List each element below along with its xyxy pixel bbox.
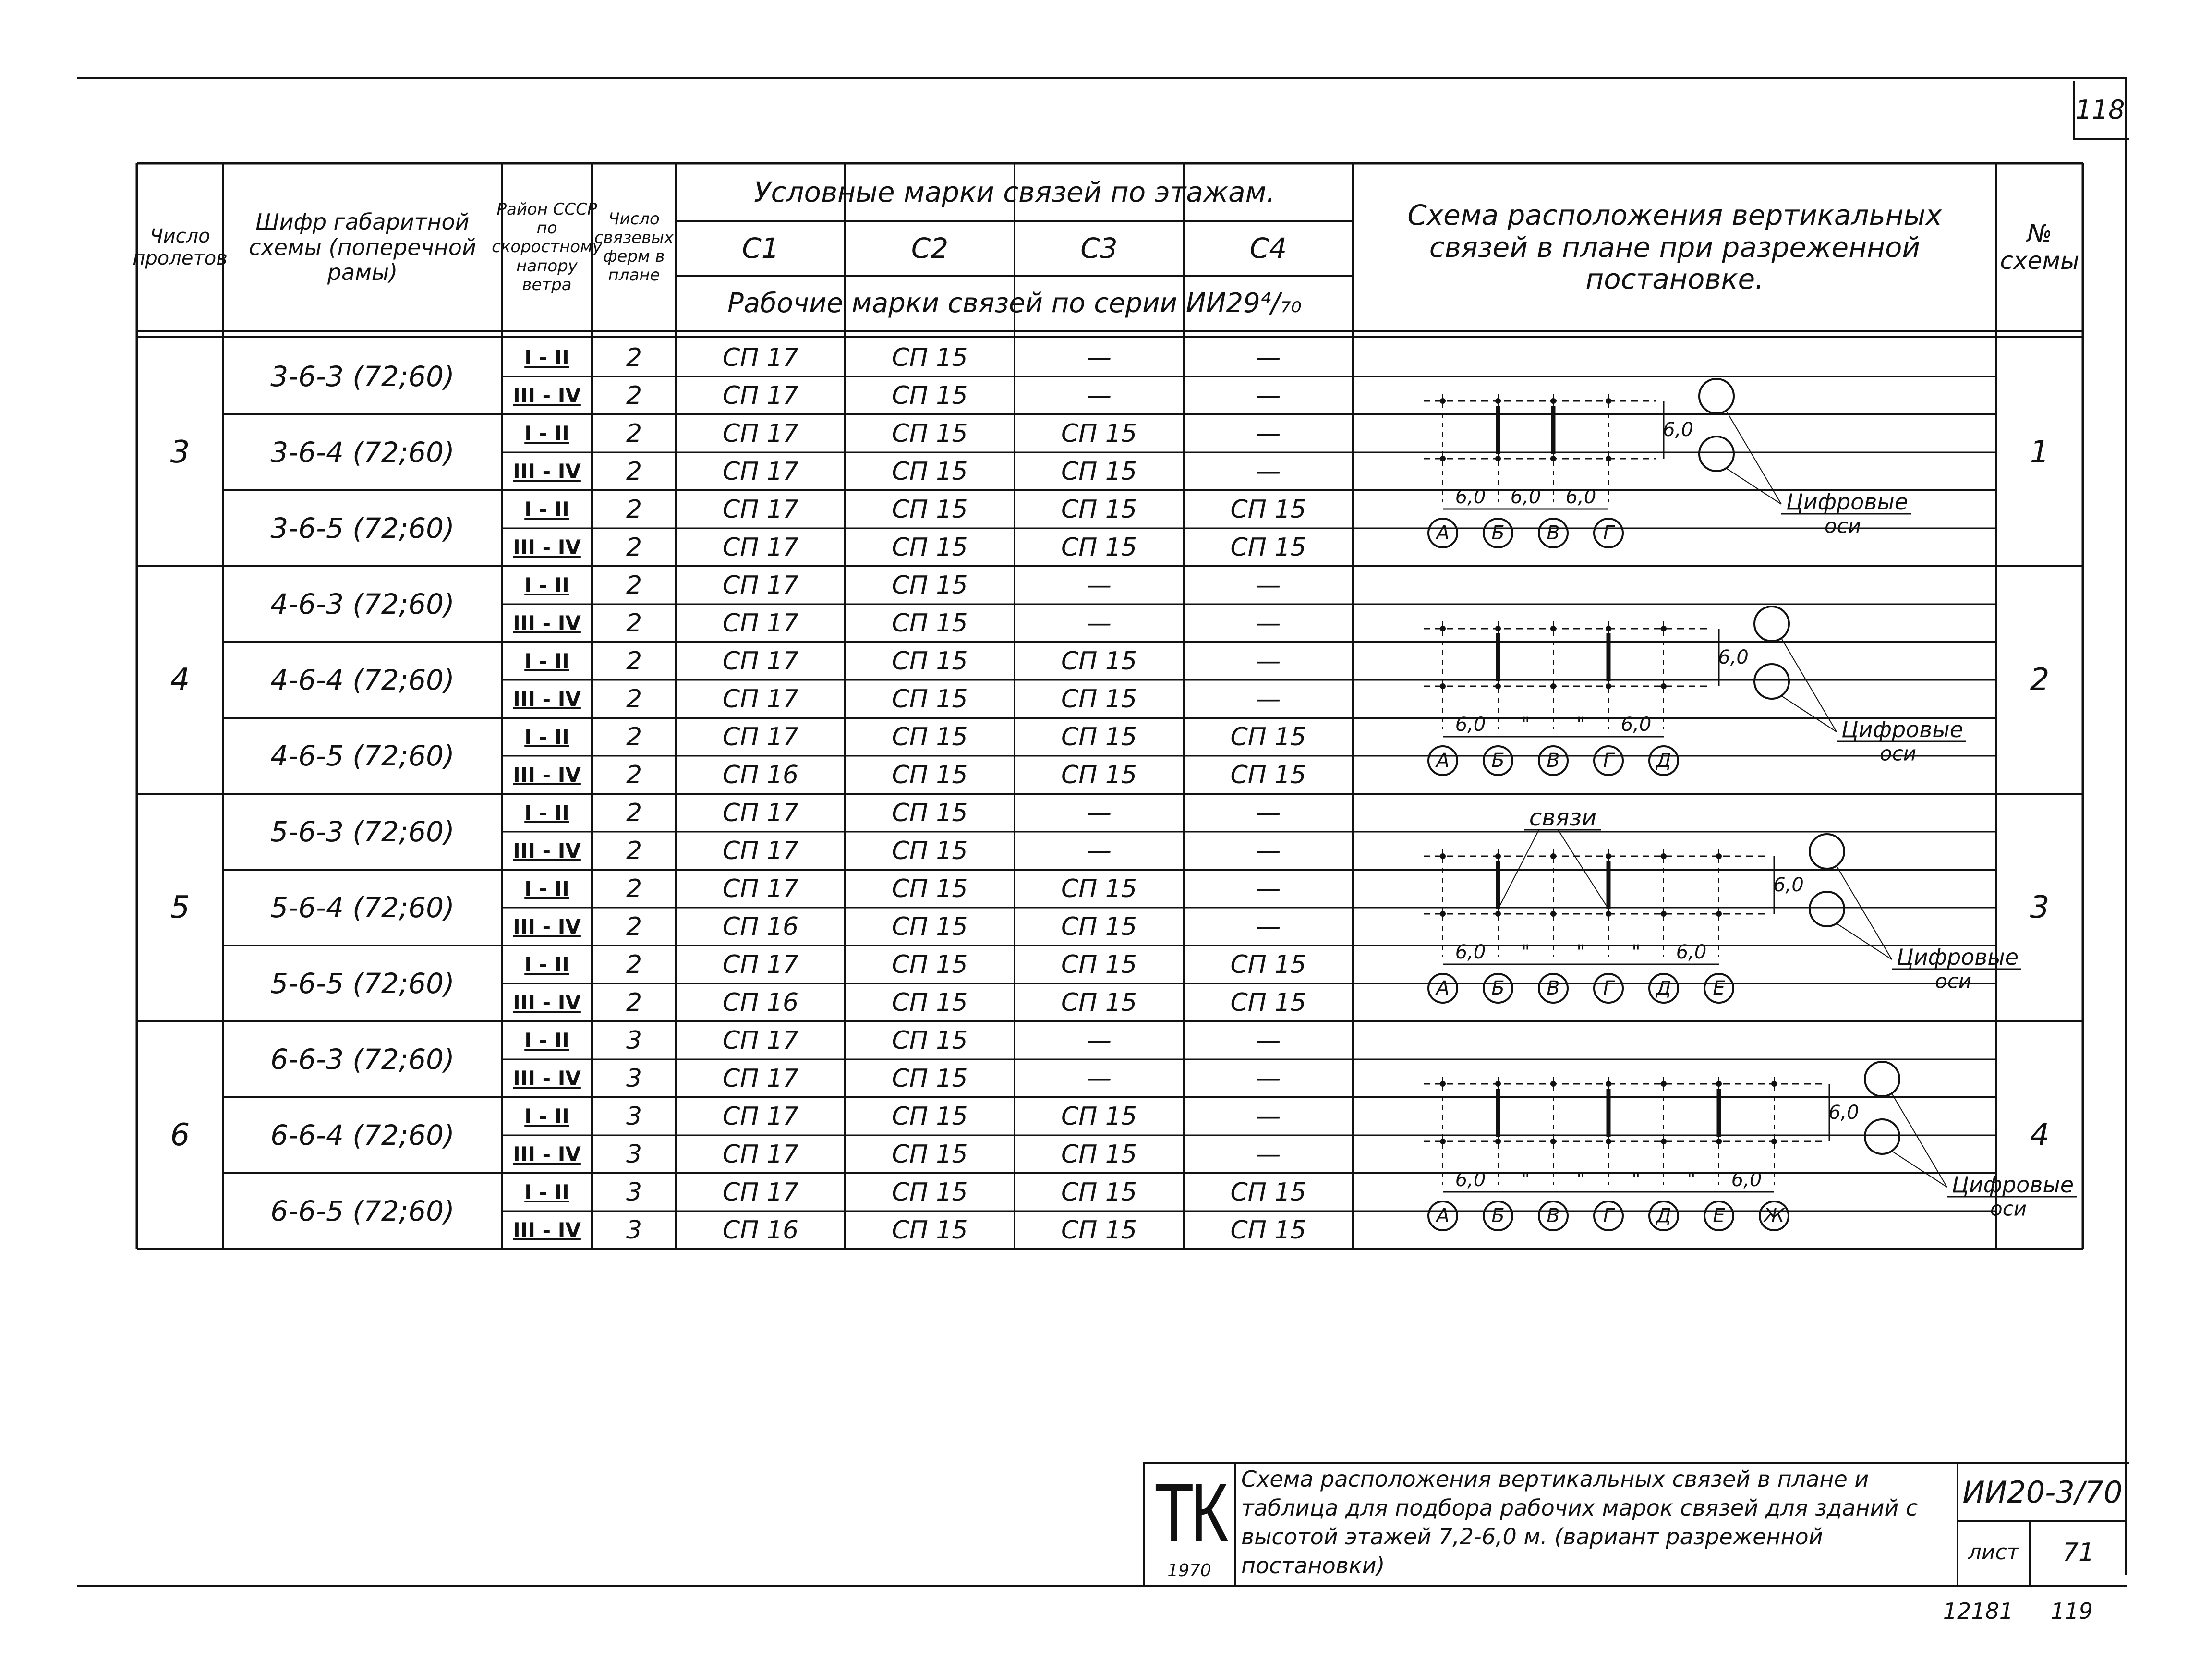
column-dot [1495, 456, 1501, 461]
column-dot [1661, 1139, 1667, 1144]
truss-count: 3 [626, 1102, 642, 1131]
column-dot [1440, 456, 1446, 461]
brace-mark-c3: — [1087, 836, 1112, 865]
column-dot [1716, 1081, 1722, 1087]
header-floor-3: С3 [1080, 232, 1118, 265]
sheet-number: 71 [2062, 1538, 2095, 1567]
brace-mark-c4: СП 15 [1230, 533, 1306, 562]
brace-mark-c1: СП 17 [722, 722, 799, 752]
brace-mark-c2: СП 15 [892, 1177, 968, 1207]
dimension-label: " [1632, 1169, 1641, 1191]
digital-axes-label-2: оси [1935, 969, 1972, 993]
axis-label: Е [1713, 1205, 1725, 1227]
axis-label: В [1547, 977, 1560, 999]
wind-region: I - II [524, 877, 569, 900]
header-scheme-number: № схемы [2000, 219, 2079, 275]
brace-mark-c3: — [1087, 343, 1112, 372]
sheet-label: лист [1968, 1540, 2019, 1565]
brace-mark-c2: СП 15 [892, 381, 968, 410]
header-floor-2: С2 [911, 232, 949, 265]
brace-mark-c4: СП 15 [1230, 988, 1306, 1017]
title-description: Схема расположения вертикальных связей в плане и таблица для подбора рабочих марок связей для зданий с высотой этажей 7,2-6,0 м. (вариант разреженной постановки) [1241, 1466, 1918, 1578]
column-dot [1661, 1081, 1667, 1087]
brace-mark-c3: СП 15 [1061, 874, 1137, 903]
brace-mark-c2: СП 15 [892, 533, 968, 562]
title-block-divider-3 [1957, 1520, 2127, 1522]
brace-mark-c3: СП 15 [1061, 1215, 1137, 1245]
truss-count: 2 [626, 988, 642, 1017]
wind-region: III - IV [513, 535, 581, 559]
brace-mark-c3: СП 15 [1061, 419, 1137, 448]
side-dimension-label: 6,0 [1828, 1102, 1859, 1124]
wind-region: III - IV [513, 460, 581, 483]
brace-mark-c2: СП 15 [892, 874, 968, 903]
dimension-label: " [1576, 941, 1585, 963]
wind-region: I - II [524, 422, 569, 445]
brace-mark-c3: — [1087, 798, 1112, 827]
dimension-label: " [1576, 714, 1585, 736]
axis-label: А [1436, 750, 1450, 772]
column-dot [1661, 853, 1667, 859]
column-dot [1440, 626, 1446, 631]
digital-axis-bubble [1699, 437, 1734, 471]
scheme-number: 2 [2030, 662, 2050, 698]
wind-region: III - IV [513, 611, 581, 635]
column-dot [1495, 911, 1501, 917]
column-dot [1495, 398, 1501, 404]
brace-mark-c2: СП 15 [892, 684, 968, 714]
brace-mark-c3: — [1087, 1064, 1112, 1093]
column-dot [1661, 911, 1667, 917]
truss-count: 2 [626, 646, 642, 676]
column-dot [1771, 1081, 1777, 1087]
brace-mark-c4: — [1256, 684, 1281, 714]
brace-mark-c1: СП 17 [722, 798, 799, 827]
brace-mark-c1: СП 17 [722, 381, 799, 410]
brace-mark-c4: СП 15 [1230, 1215, 1306, 1245]
dimension-label: 6,0 [1455, 486, 1486, 508]
digital-axes-label: Цифровые [1952, 1172, 2074, 1198]
brace-mark-c1: СП 17 [722, 950, 799, 979]
brace-mark-c2: СП 15 [892, 419, 968, 448]
span-count: 5 [170, 890, 190, 925]
digital-axis-bubble [1865, 1119, 1899, 1154]
footer-right-number: 119 [2051, 1598, 2093, 1624]
truss-count: 2 [626, 533, 642, 562]
brace-mark-c4: СП 15 [1230, 950, 1306, 979]
dimension-label: 6,0 [1455, 941, 1486, 963]
brace-mark-c4: — [1256, 646, 1281, 676]
column-dot [1606, 1139, 1611, 1144]
column-dot [1495, 683, 1501, 689]
axis-label: А [1436, 1205, 1450, 1227]
axis-label: Б [1491, 1205, 1505, 1227]
brace-mark-c1: СП 17 [722, 836, 799, 865]
digital-axes-label: Цифровые [1841, 716, 1964, 742]
footer-left-number: 12181 [1943, 1598, 2014, 1624]
column-dot [1440, 1139, 1446, 1144]
braces-label: связи [1529, 804, 1597, 831]
brace-mark-c3: СП 15 [1061, 988, 1137, 1017]
dimension-label: 6,0 [1565, 486, 1596, 508]
brace-mark-c3: — [1087, 1026, 1112, 1055]
scheme-code: 3-6-3 (72;60) [270, 360, 455, 393]
brace-mark-c2: СП 15 [892, 1064, 968, 1093]
dimension-label: 6,0 [1731, 1169, 1762, 1191]
dimension-label: " [1632, 941, 1641, 963]
digital-axes-label-2: оси [1990, 1197, 2027, 1221]
column-dot [1606, 911, 1611, 917]
brace-mark-c4: — [1256, 1026, 1281, 1055]
truss-count: 2 [626, 760, 642, 789]
column-dot [1550, 853, 1556, 859]
truss-count: 2 [626, 836, 642, 865]
brace-mark-c1: СП 17 [722, 419, 799, 448]
brace-mark-c3: СП 15 [1061, 722, 1137, 752]
header-spans: Число пролетов [133, 225, 228, 269]
scheme-code: 4-6-4 (72;60) [270, 664, 455, 696]
brace-mark-c4: — [1256, 1102, 1281, 1131]
wind-region: I - II [524, 649, 569, 673]
scheme-code: 3-6-4 (72;60) [270, 436, 455, 469]
brace-mark-c1: СП 17 [722, 570, 799, 600]
wind-region: I - II [524, 346, 569, 369]
side-dimension-label: 6,0 [1663, 419, 1693, 441]
axis-label: Д [1656, 1205, 1671, 1227]
column-dot [1440, 853, 1446, 859]
brace-mark-c2: СП 15 [892, 950, 968, 979]
digital-axis-bubble [1699, 379, 1734, 413]
brace-mark-c2: СП 15 [892, 495, 968, 524]
scheme-code: 4-6-3 (72;60) [270, 588, 455, 620]
brace-mark-c4: — [1256, 798, 1281, 827]
brace-mark-c2: СП 15 [892, 760, 968, 789]
truss-count: 3 [626, 1177, 642, 1207]
digital-axes-label-2: оси [1825, 514, 1861, 538]
column-dot [1440, 911, 1446, 917]
header-conv-title: Условные марки связей по этажам. [754, 175, 1275, 208]
brace-mark-c4: СП 15 [1230, 495, 1306, 524]
column-dot [1771, 1139, 1777, 1144]
truss-count: 3 [626, 1215, 642, 1245]
scheme-code: 5-6-3 (72;60) [270, 815, 455, 848]
brace-mark-c3: — [1087, 608, 1112, 638]
wind-region: I - II [524, 801, 569, 825]
wind-region: I - II [524, 1180, 569, 1204]
brace-mark-c4: — [1256, 457, 1281, 486]
brace-mark-c1: СП 17 [722, 1064, 799, 1093]
digital-axes-label: Цифровые [1786, 489, 1909, 515]
scheme-code: 6-6-4 (72;60) [270, 1119, 455, 1152]
scheme-code: 5-6-5 (72;60) [270, 967, 455, 1000]
truss-count: 2 [626, 912, 642, 941]
header-region: Район СССР по скоростному напору ветра [492, 200, 602, 294]
scheme-number: 4 [2030, 1117, 2050, 1153]
dimension-label: " [1521, 941, 1530, 963]
brace-mark-c2: СП 15 [892, 1215, 968, 1245]
brace-mark-c1: СП 17 [722, 1177, 799, 1207]
brace-mark-c2: СП 15 [892, 988, 968, 1017]
truss-count: 2 [626, 608, 642, 638]
wind-region: I - II [524, 953, 569, 976]
truss-count: 2 [626, 950, 642, 979]
brace-mark-c1: СП 16 [722, 760, 799, 789]
digital-axis-bubble [1865, 1062, 1899, 1096]
brace-mark-c4: СП 15 [1230, 722, 1306, 752]
dimension-label: " [1576, 1169, 1585, 1191]
wind-region: III - IV [513, 1142, 581, 1166]
truss-count: 3 [626, 1064, 642, 1093]
brace-mark-c2: СП 15 [892, 646, 968, 676]
axis-label: А [1436, 977, 1450, 999]
axis-label: В [1547, 750, 1560, 772]
column-dot [1606, 683, 1611, 689]
column-dot [1495, 626, 1501, 631]
brace-mark-c4: — [1256, 419, 1281, 448]
leader-line [1837, 923, 1892, 959]
wind-region: III - IV [513, 915, 581, 938]
truss-count: 2 [626, 495, 642, 524]
scheme-number: 3 [2030, 890, 2050, 925]
digital-axes-label-2: оси [1880, 741, 1917, 765]
brace-mark-c1: СП 17 [722, 1102, 799, 1131]
column-dot [1440, 1081, 1446, 1087]
column-dot [1606, 456, 1611, 461]
truss-count: 2 [626, 722, 642, 752]
column-dot [1606, 1081, 1611, 1087]
header-floor-1: С1 [742, 232, 779, 265]
brace-mark-c1: СП 17 [722, 874, 799, 903]
column-dot [1606, 853, 1611, 859]
brace-mark-c3: СП 15 [1061, 950, 1137, 979]
truss-count: 2 [626, 419, 642, 448]
series-code: ИИ20-3/70 [1962, 1475, 2123, 1510]
scheme-code: 6-6-5 (72;60) [270, 1195, 455, 1227]
scheme-code: 3-6-5 (72;60) [270, 512, 455, 545]
axis-label: Б [1491, 977, 1505, 999]
truss-count: 2 [626, 343, 642, 372]
brace-mark-c1: СП 17 [722, 1026, 799, 1055]
axis-label: А [1436, 522, 1450, 544]
column-dot [1440, 398, 1446, 404]
column-dot [1716, 911, 1722, 917]
dimension-label: 6,0 [1455, 714, 1486, 736]
brace-mark-c1: СП 16 [722, 1215, 799, 1245]
truss-count: 2 [626, 684, 642, 714]
brace-mark-c3: СП 15 [1061, 1140, 1137, 1169]
wind-region: III - IV [513, 687, 581, 711]
tk-year: 1970 [1167, 1560, 1211, 1580]
scheme-number: 1 [2030, 435, 2050, 470]
brace-mark-c1: СП 16 [722, 912, 799, 941]
wind-region: III - IV [513, 1218, 581, 1242]
digital-axis-bubble [1754, 664, 1789, 699]
header-floor-4: С4 [1249, 232, 1287, 265]
axis-label: Д [1656, 750, 1671, 772]
brace-mark-c4: — [1256, 1064, 1281, 1093]
brace-mark-c3: СП 15 [1061, 1177, 1137, 1207]
brace-mark-c3: СП 15 [1061, 684, 1137, 714]
leader-line [1892, 1151, 1947, 1187]
brace-mark-c3: — [1087, 570, 1112, 600]
wind-region: III - IV [513, 763, 581, 787]
column-dot [1606, 626, 1611, 631]
header-count: Число связевых ферм в плане [594, 209, 674, 285]
brace-mark-c1: СП 17 [722, 608, 799, 638]
brace-mark-c4: — [1256, 381, 1281, 410]
page-number: 118 [2075, 94, 2125, 125]
wind-region: III - IV [513, 1067, 581, 1090]
side-dimension-label: 6,0 [1773, 874, 1804, 896]
brace-mark-c3: СП 15 [1061, 912, 1137, 941]
column-dot [1606, 398, 1611, 404]
brace-mark-c2: СП 15 [892, 722, 968, 752]
truss-count: 3 [626, 1140, 642, 1169]
dimension-label: 6,0 [1510, 486, 1541, 508]
brace-mark-c4: — [1256, 343, 1281, 372]
axis-label: Г [1603, 977, 1614, 999]
column-dot [1550, 1081, 1556, 1087]
side-dimension-label: 6,0 [1718, 646, 1749, 668]
wind-region: III - IV [513, 384, 581, 407]
wind-region: I - II [524, 573, 569, 597]
wind-region: I - II [524, 497, 569, 521]
brace-mark-c2: СП 15 [892, 798, 968, 827]
brace-mark-c2: СП 15 [892, 457, 968, 486]
column-dot [1661, 683, 1667, 689]
brace-mark-c2: СП 15 [892, 570, 968, 600]
wind-region: III - IV [513, 991, 581, 1014]
brace-mark-c3: СП 15 [1061, 457, 1137, 486]
digital-axis-bubble [1754, 607, 1789, 641]
scheme-code: 6-6-3 (72;60) [270, 1043, 455, 1076]
brace-mark-c4: СП 15 [1230, 760, 1306, 789]
brace-mark-c4: — [1256, 608, 1281, 638]
leader-line [1726, 468, 1781, 504]
wind-region: I - II [524, 725, 569, 749]
brace-mark-c4: — [1256, 874, 1281, 903]
dimension-label: " [1521, 1169, 1530, 1191]
span-count: 4 [170, 662, 190, 698]
wind-region: I - II [524, 1104, 569, 1128]
axis-label: Б [1491, 750, 1505, 772]
column-dot [1495, 1081, 1501, 1087]
header-scheme-title: Схема расположения вертикальных связей в плане при разреженной постановке. [1407, 198, 1942, 296]
truss-count: 2 [626, 457, 642, 486]
wind-region: III - IV [513, 839, 581, 862]
brace-mark-c4: — [1256, 1140, 1281, 1169]
span-count: 3 [170, 435, 190, 470]
brace-mark-c1: СП 17 [722, 1140, 799, 1169]
brace-mark-c2: СП 15 [892, 1026, 968, 1055]
column-dot [1550, 398, 1556, 404]
brace-mark-c2: СП 15 [892, 608, 968, 638]
brace-mark-c1: СП 17 [722, 533, 799, 562]
column-dot [1661, 626, 1667, 631]
dimension-label: 6,0 [1620, 714, 1652, 736]
axis-label: Ж [1764, 1205, 1785, 1227]
dimension-label: " [1687, 1169, 1696, 1191]
brace-mark-c2: СП 15 [892, 1140, 968, 1169]
truss-count: 2 [626, 798, 642, 827]
brace-mark-c1: СП 17 [722, 684, 799, 714]
leader-line [1781, 696, 1837, 732]
brace-mark-c2: СП 15 [892, 836, 968, 865]
truss-count: 3 [626, 1026, 642, 1055]
brace-mark-c3: СП 15 [1061, 760, 1137, 789]
wind-region: I - II [524, 1029, 569, 1052]
axis-label: В [1547, 522, 1560, 544]
axis-label: Б [1491, 522, 1505, 544]
truss-count: 2 [626, 381, 642, 410]
column-dot [1440, 683, 1446, 689]
header-code: Шифр габаритной схемы (поперечной рамы) [249, 208, 476, 286]
brace-mark-c3: СП 15 [1061, 495, 1137, 524]
scheme-code: 5-6-4 (72;60) [270, 891, 455, 924]
truss-count: 2 [626, 874, 642, 903]
tk-logo: ТК [1154, 1467, 1225, 1558]
column-dot [1550, 683, 1556, 689]
brace-mark-c4: — [1256, 912, 1281, 941]
brace-mark-c2: СП 15 [892, 1102, 968, 1131]
column-dot [1495, 853, 1501, 859]
column-dot [1495, 1139, 1501, 1144]
brace-mark-c3: СП 15 [1061, 533, 1137, 562]
digital-axes-label: Цифровые [1897, 944, 2019, 970]
axis-label: Д [1656, 977, 1671, 999]
truss-count: 2 [626, 570, 642, 600]
brace-mark-c3: СП 15 [1061, 646, 1137, 676]
column-dot [1550, 456, 1556, 461]
digital-axis-bubble [1810, 892, 1844, 926]
brace-mark-c3: — [1087, 381, 1112, 410]
column-dot [1550, 911, 1556, 917]
brace-mark-c1: СП 17 [722, 457, 799, 486]
brace-mark-c2: СП 15 [892, 912, 968, 941]
digital-axis-bubble [1810, 834, 1844, 869]
scheme-code: 4-6-5 (72;60) [270, 740, 455, 772]
axis-label: Е [1713, 977, 1725, 999]
axis-label: Г [1603, 522, 1614, 544]
brace-mark-c4: — [1256, 570, 1281, 600]
span-count: 6 [170, 1117, 190, 1153]
brace-mark-c1: СП 16 [722, 988, 799, 1017]
axis-label: В [1547, 1205, 1560, 1227]
brace-mark-c1: СП 17 [722, 495, 799, 524]
brace-mark-c1: СП 17 [722, 646, 799, 676]
brace-mark-c4: СП 15 [1230, 1177, 1306, 1207]
brace-mark-c2: СП 15 [892, 343, 968, 372]
brace-mark-c1: СП 17 [722, 343, 799, 372]
title-block-divider-1 [1234, 1462, 1236, 1585]
column-dot [1550, 1139, 1556, 1144]
column-dot [1716, 1139, 1722, 1144]
column-dot [1716, 853, 1722, 859]
dimension-label: 6,0 [1455, 1169, 1486, 1191]
dimension-label: " [1521, 714, 1530, 736]
header-work-title: Рабочие марки связей по серии ИИ29⁴/₇₀ [727, 288, 1302, 319]
brace-mark-c3: СП 15 [1061, 1102, 1137, 1131]
column-dot [1550, 626, 1556, 631]
dimension-label: 6,0 [1676, 941, 1707, 963]
axis-label: Г [1603, 1205, 1614, 1227]
axis-label: Г [1603, 750, 1614, 772]
brace-mark-c4: — [1256, 836, 1281, 865]
